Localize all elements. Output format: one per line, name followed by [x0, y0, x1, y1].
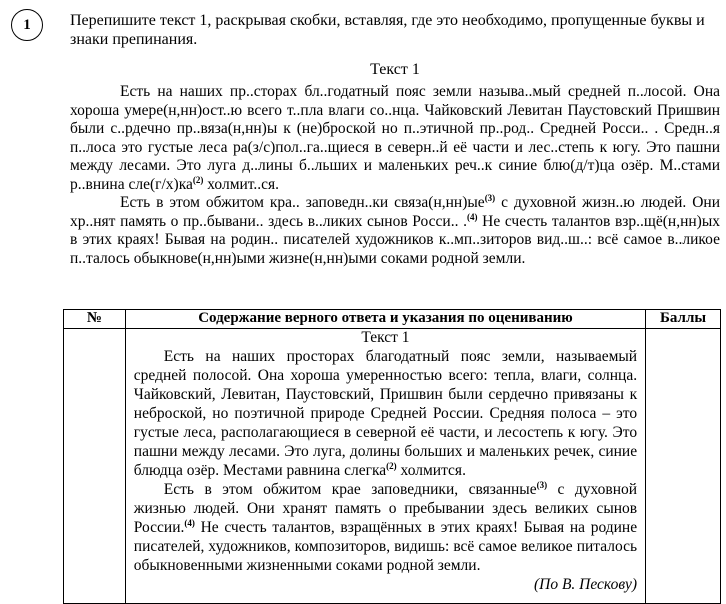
cell-score	[646, 329, 721, 604]
task-number-badge	[11, 9, 43, 41]
task-paragraph-1-end: холмит..ся.	[203, 175, 280, 193]
task-paragraph-1-text: Есть на наших пр..сторах бл..годатный пояс земли называ..мый средней п..лосой. Она хороша умере(н,нн)ост..ю всего т..пла влаги со..нца. Чайковский Левитан Паустовский Пришвин были с..рдечно пр..вяза(н,нн)ы к (не)броской но п..этичной пр..род.. Средней Росси.. . Средн..я п..лоса это густые леса ра(з/с)пол..га..щиеся в северн..й её части и лес..степь к югу. Это пашни между лесами. Это луга д..лины б..льших и маленьких реч..к синие блю(д/т)ца озёр. М..стами р..внина сле(г/х)ка	[70, 83, 720, 193]
task-paragraph-1	[70, 83, 720, 194]
task-instruction: Перепишите текст 1, раскрывая скобки, вставляя, где это необходимо, пропущенные буквы и знаки препинания.	[70, 12, 705, 48]
header-score: Баллы	[646, 310, 721, 329]
footnote-mark: (3)	[536, 479, 548, 490]
answer-table	[63, 309, 721, 604]
table-row	[64, 329, 721, 604]
answer-paragraph-2-part-c: Не счесть талантов, взращённых в этих краях! Бывая на родине писателей, художников, композиторов, видишь: всё самое великое питалось обыкновенными жизненными соками родной земли.	[133, 519, 638, 574]
footnote-mark: (4)	[467, 211, 478, 222]
table-header-row	[64, 310, 721, 329]
answer-paragraph-1-text: Есть на наших просторах благодатный пояс земли, называемый средней полосой. Она хороша умеренностью всего: тепла, влаги, солнца. Чайковский, Левитан, Паустовский, Пришвин были сердечно привязаны к неброской, но поэтичной природе Средней России. Средняя полоса – это густые леса, располагающиеся в северной её части, и лесостепь к югу. Это пашни между лесами. Это луга, долины больших и маленьких речек, синие блюдца озёр. Местами равнина слегка	[133, 348, 638, 479]
footnote-mark: (2)	[192, 174, 204, 185]
answer-paragraph-1	[134, 347, 637, 480]
footnote-mark: (3)	[484, 192, 496, 203]
text-title: Текст 1	[370, 61, 420, 78]
task-paragraph-2	[70, 194, 720, 268]
answer-paragraph-1-end: холмится.	[396, 462, 466, 479]
answer-paragraph-2	[134, 480, 637, 575]
task-number: 1	[23, 16, 31, 33]
footnote-mark: (4)	[184, 517, 195, 528]
answer-paragraph-2-part-a: Есть в этом обжитом крае заповедники, связанные	[163, 481, 537, 498]
header-number: №	[64, 310, 126, 329]
header-content: Содержание верного ответа и указания по оцениванию	[125, 310, 645, 329]
task-paragraph-2-part-b: с духовной жизн..ю людей. Они хр..нят память о пр..бывани.. здесь в..ликих сынов Росси.. .	[70, 194, 720, 230]
cell-number	[64, 329, 126, 604]
task-paragraph-2-part-a: Есть в этом обжитом кра.. заповедн..ки связа(н,нн)ые	[120, 194, 485, 211]
task-paragraph-2-part-c: Не счесть талантов взр..щё(н,нн)ых в этих краях! Бывая на родин.. писателей художников к..мп..зиторов вид..ш..: всё самое в..ликое п..талось обыкнове(н,нн)ыми жизне(н,нн)ыми соками родной земли.	[70, 212, 720, 267]
cell-answer	[125, 329, 645, 604]
answer-title: Текст 1	[361, 329, 410, 346]
footnote-mark: (2)	[386, 460, 397, 471]
task-text	[70, 83, 720, 268]
answer-text	[134, 347, 637, 575]
source-attribution: (По В. Пескову)	[533, 576, 638, 593]
answer-paragraph-2-part-b: с духовной жизнью людей. Они хранят память о пребывании здесь великих сынов России.	[133, 481, 638, 536]
